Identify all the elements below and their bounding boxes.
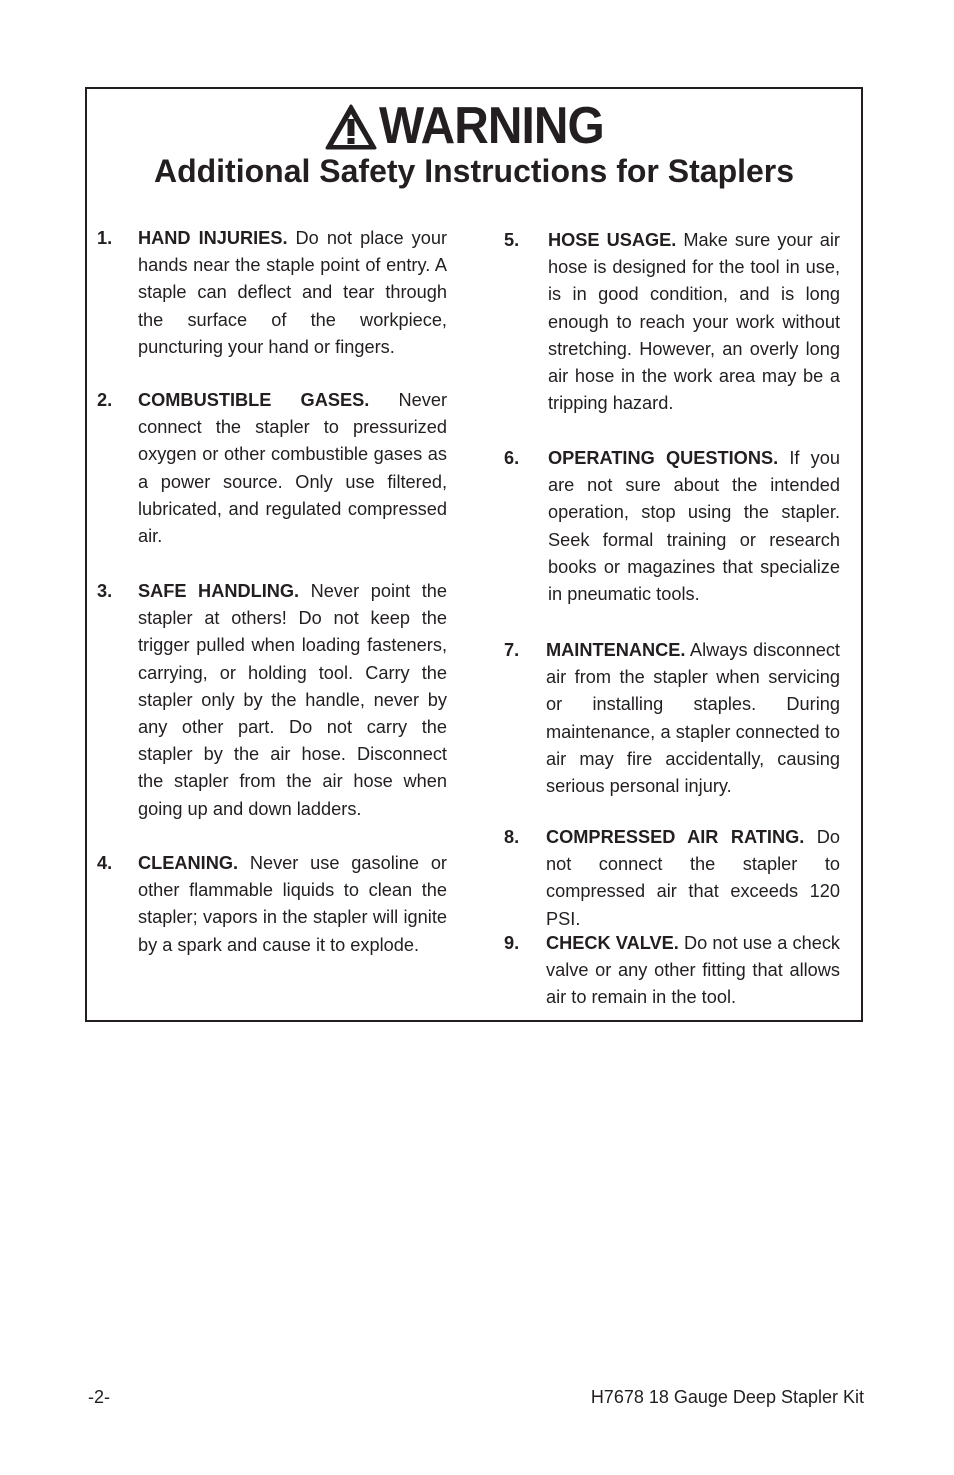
item-heading: COMBUSTIBLE GASES. (138, 390, 370, 410)
item-heading: HOSE USAGE. (548, 230, 677, 250)
item-number: 8. (504, 827, 520, 847)
item-heading: SAFE HANDLING. (138, 581, 300, 601)
item-heading: CLEANING. (138, 853, 239, 873)
warning-header (87, 97, 861, 155)
item-text: Never point the stapler at others! Do not keep the trigger pulled when loading fasteners, carrying, or holding tool. Carry the stapler only by the handle, never by any other part. Do not carry the stapler by the air hose. Disconnect the stapler from the air hose when going up and down ladders. (138, 581, 447, 819)
warning-title: WARNING (378, 97, 604, 155)
item-number: 9. (504, 933, 520, 953)
item-heading: COMPRESSED AIR RATING. (546, 827, 805, 847)
item-heading: CHECK VALVE. (546, 933, 679, 953)
item-number: 6. (504, 448, 520, 468)
item-heading: MAINTENANCE. (546, 640, 686, 660)
item-text: Never connect the stapler to pressurized oxygen or other combustible gases as a power source. Only use filtered, lubricated, and regulated compressed air. (138, 390, 447, 547)
item-text: Do not connect the stapler to compressed air that exceeds 120 PSI. (546, 827, 840, 929)
item-heading: HAND INJURIES. (138, 228, 288, 248)
item-heading: OPERATING QUESTIONS. (548, 448, 779, 468)
page-number: -2- (88, 1387, 110, 1407)
item-text: Always disconnect air from the stapler when servicing or installing staples. During maintenance, a stapler connected to air may fire accidentally, causing serious personal injury. (546, 640, 840, 797)
warning-triangle-icon (325, 104, 377, 150)
item-number: 4. (97, 853, 113, 873)
item-number: 1. (97, 228, 113, 248)
footer-model: H7678 18 Gauge Deep Stapler Kit (590, 1387, 864, 1407)
warning-subtitle: Additional Safety Instructions for Staplers (153, 153, 795, 189)
item-text: Do not use a check valve or any other fitting that allows air to remain in the tool. (546, 933, 841, 1008)
item-text: If you are not sure about the intended operation, stop using the stapler. Seek formal training or research books or magazines that specialize in pneumatic tools. (548, 448, 840, 605)
warning-box (85, 87, 863, 1022)
item-text: Never use gasoline or other flammable liquids to clean the stapler; vapors in the stapler will ignite by a spark and cause it to explode. (138, 853, 447, 955)
item-number: 2. (97, 390, 113, 410)
item-number: 3. (97, 581, 113, 601)
item-number: 7. (504, 640, 520, 660)
item-text: Do not place your hands near the staple point of entry. A staple can deflect and tear through the surface of the workpiece, puncturing your hand or fingers. (138, 228, 448, 357)
item-number: 5. (504, 230, 520, 250)
item-text: Make sure your air hose is designed for the tool in use, is in good condition, and is long enough to reach your work without stretching. However, an overly long air hose in the work area may be a tripping hazard. (548, 230, 840, 414)
